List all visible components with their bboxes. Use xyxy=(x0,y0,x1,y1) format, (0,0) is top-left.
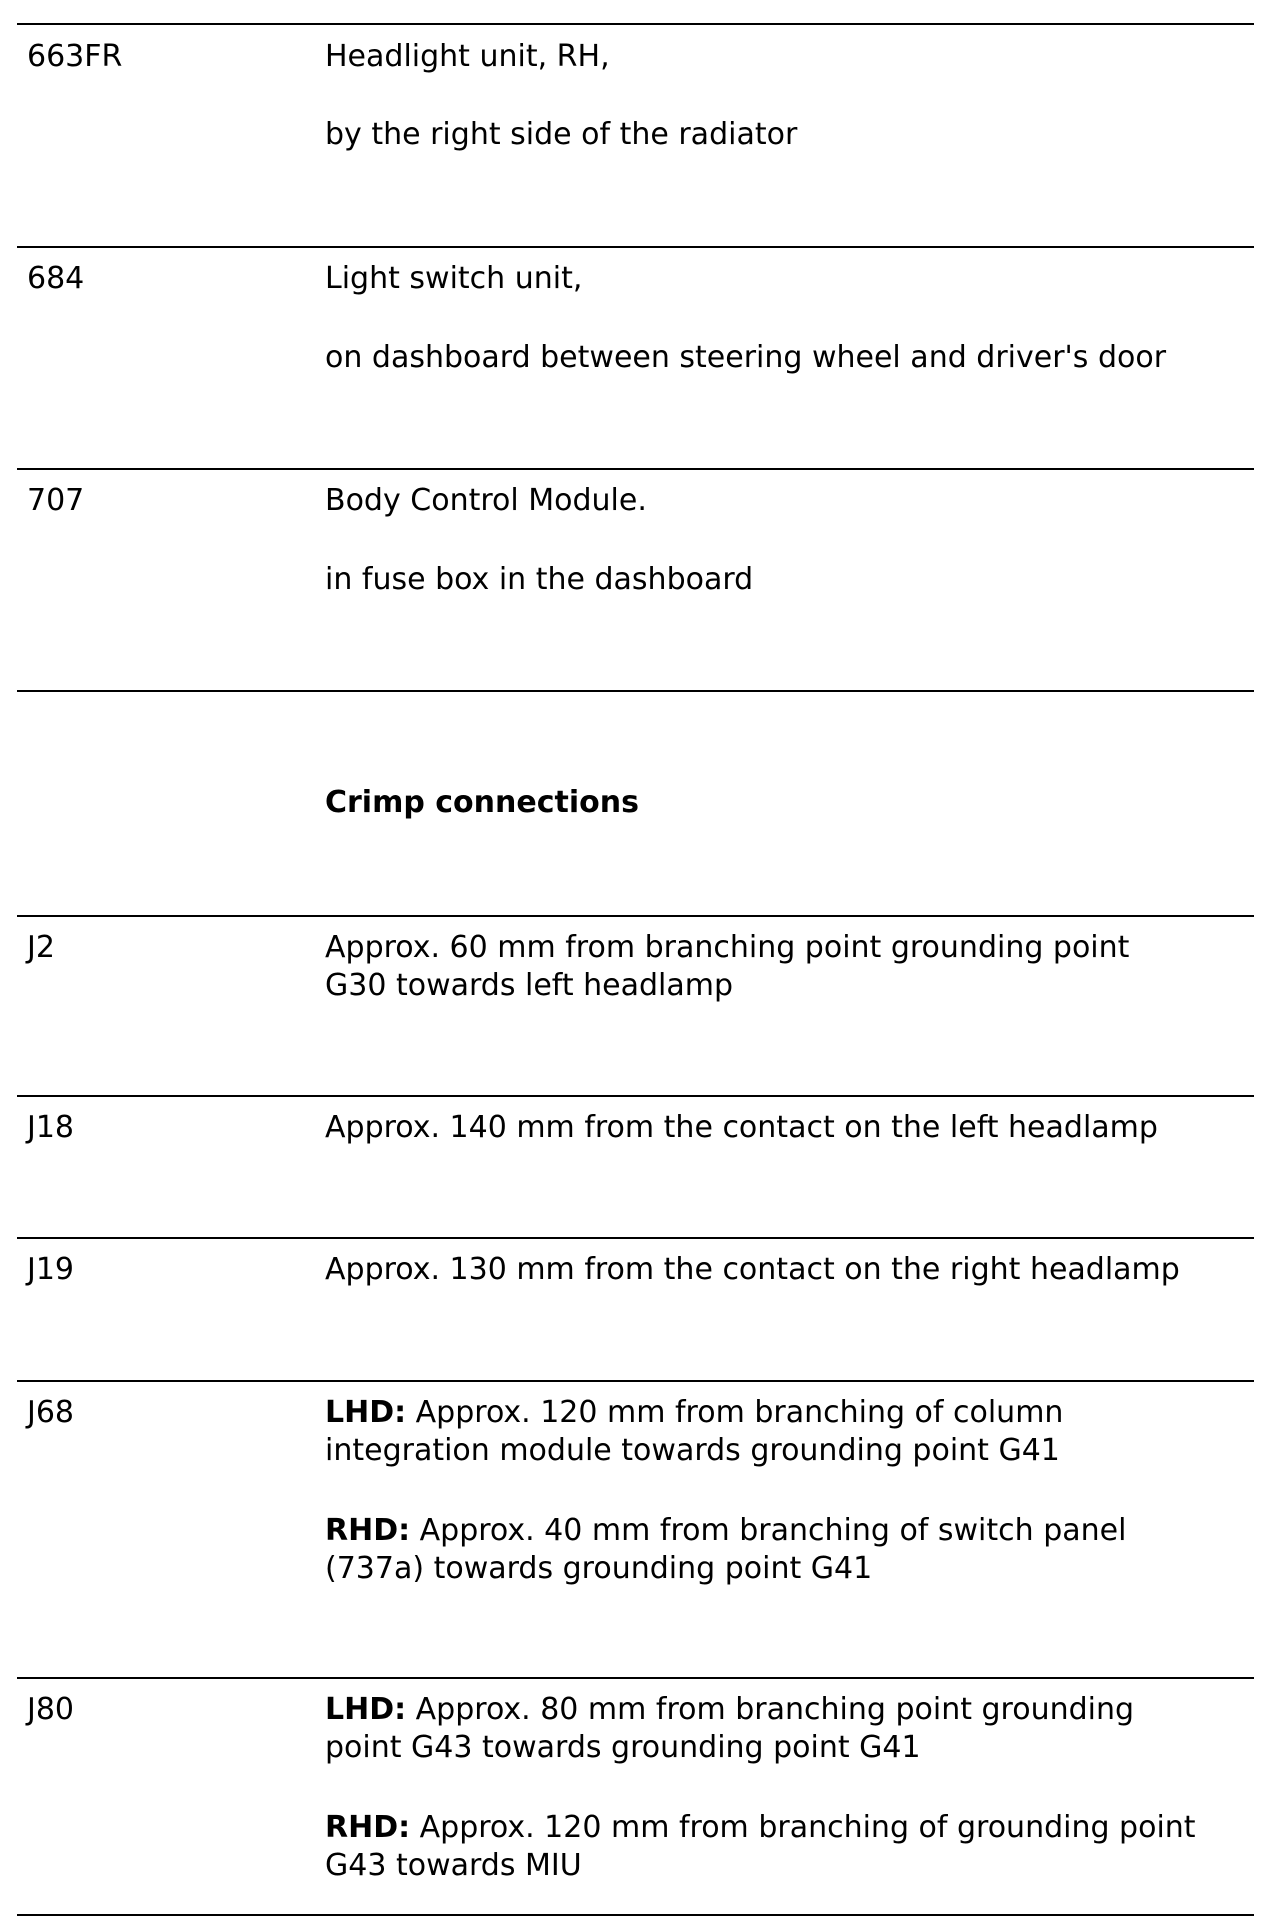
component-name: Headlight unit, RH, xyxy=(325,39,610,74)
lhd-label: LHD: xyxy=(325,1395,407,1430)
row-divider xyxy=(17,23,1254,25)
crimp-code: J18 xyxy=(27,1110,75,1145)
rhd-description: G43 towards MIU xyxy=(325,1848,582,1883)
rhd-description xyxy=(325,1809,1196,1847)
component-location: by the right side of the radiator xyxy=(325,117,798,152)
crimp-description: Approx. 60 mm from branching point grounding point xyxy=(325,930,1130,965)
rhd-text: Approx. 40 mm from branching of switch panel xyxy=(410,1513,1127,1548)
rhd-text: Approx. 120 mm from branching of grounding point xyxy=(410,1810,1196,1845)
component-name: Body Control Module. xyxy=(325,483,647,518)
row-divider xyxy=(17,246,1254,248)
lhd-description: integration module towards grounding point G41 xyxy=(325,1433,1060,1468)
rhd-description xyxy=(325,1512,1126,1550)
crimp-code: J19 xyxy=(27,1252,75,1287)
crimp-code: J2 xyxy=(27,930,55,965)
crimp-code: J68 xyxy=(27,1395,75,1430)
component-name: Light switch unit, xyxy=(325,261,583,296)
lhd-label: LHD: xyxy=(325,1692,407,1727)
lhd-description xyxy=(325,1691,1134,1729)
crimp-code: J80 xyxy=(27,1692,75,1727)
row-divider xyxy=(17,1095,1254,1097)
lhd-description: point G43 towards grounding point G41 xyxy=(325,1730,921,1765)
lhd-text: Approx. 80 mm from branching point grounding xyxy=(406,1692,1135,1727)
row-divider xyxy=(17,1237,1254,1239)
component-code: 663FR xyxy=(27,39,123,74)
component-location: on dashboard between steering wheel and driver's door xyxy=(325,340,1167,375)
rhd-label: RHD: xyxy=(325,1810,411,1845)
rhd-description: (737a) towards grounding point G41 xyxy=(325,1551,873,1586)
row-divider xyxy=(17,690,1254,692)
row-divider xyxy=(17,468,1254,470)
crimp-description: G30 towards left headlamp xyxy=(325,968,734,1003)
lhd-description xyxy=(325,1394,1063,1432)
component-code: 684 xyxy=(27,261,85,296)
component-location: in fuse box in the dashboard xyxy=(325,562,754,597)
crimp-description: Approx. 130 mm from the contact on the right headlamp xyxy=(325,1252,1180,1287)
row-divider xyxy=(17,915,1254,917)
rhd-label: RHD: xyxy=(325,1513,411,1548)
lhd-text: Approx. 120 mm from branching of column xyxy=(406,1395,1064,1430)
component-code: 707 xyxy=(27,483,85,518)
row-divider xyxy=(17,1380,1254,1382)
section-heading: Crimp connections xyxy=(325,785,639,820)
crimp-description: Approx. 140 mm from the contact on the left headlamp xyxy=(325,1110,1158,1145)
row-divider xyxy=(17,1677,1254,1679)
